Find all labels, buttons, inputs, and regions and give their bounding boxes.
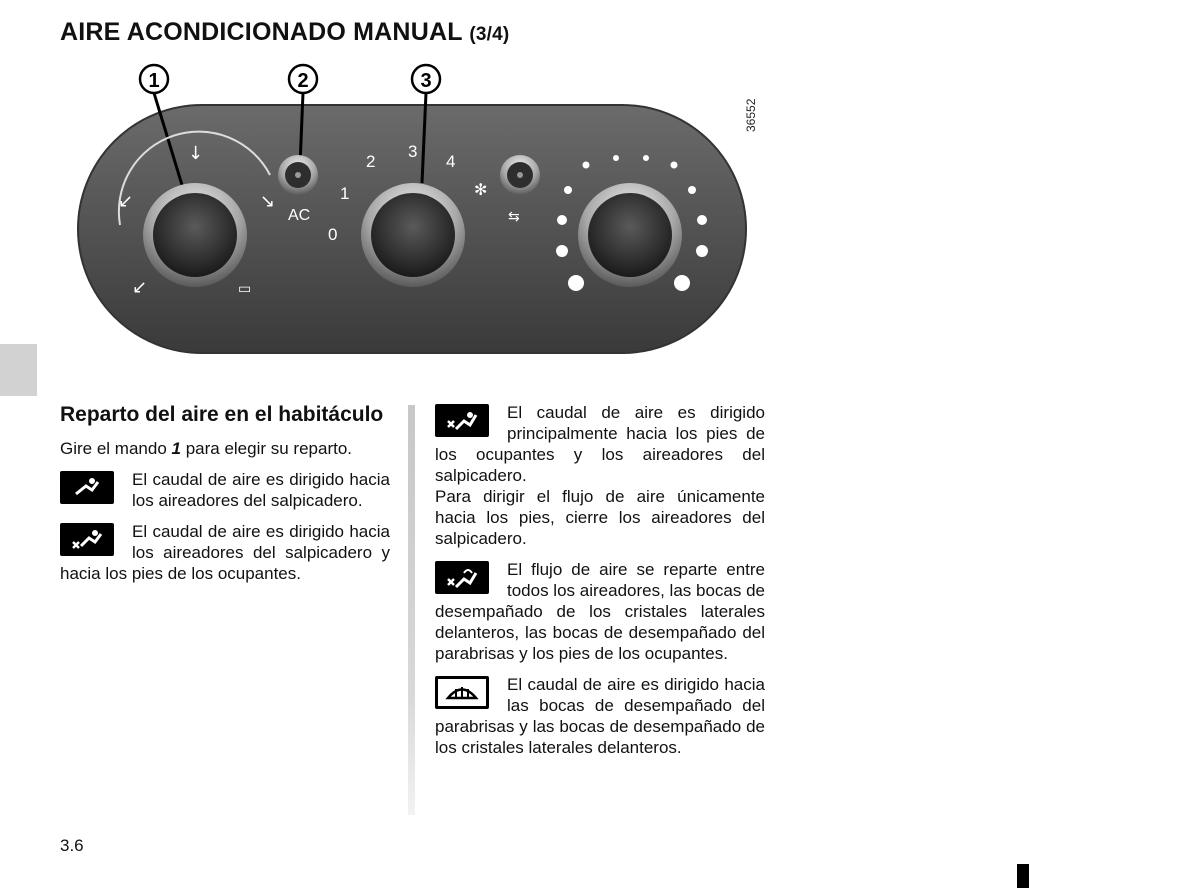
list-item: El caudal de aire es dirigido hacia las bocas de desempañado del parabrisas y las bocas de desempañado de los cristales laterales delanteros.: [435, 675, 765, 757]
callout-1-label: 1: [148, 70, 160, 92]
fan-speed-0: 0: [328, 225, 338, 244]
fan-speed-2: 2: [366, 152, 376, 171]
callout-3-label: 3: [420, 70, 432, 92]
fan-speed-1: 1: [340, 184, 350, 203]
ac-label: AC: [288, 207, 311, 224]
knob-reference: 1: [171, 439, 181, 458]
fan-speed-3: 3: [408, 142, 418, 161]
right-column: [435, 402, 765, 768]
column-divider: [408, 405, 415, 815]
callout-2-label: 2: [297, 70, 309, 92]
svg-text:↙: ↙: [118, 191, 134, 212]
dashboard-vents-icon: [60, 471, 114, 504]
all-vents-icon: [435, 561, 489, 594]
dashboard-and-feet-icon: [60, 523, 114, 556]
chapter-tab: [0, 344, 37, 396]
list-item: El caudal de aire es dirigido principalmente hacia los pies de los ocupantes y los aireadores del salpicadero.: [435, 403, 765, 485]
title-text: AIRE ACONDICIONADO MANUAL: [60, 18, 463, 46]
note-paragraph: Para dirigir el flujo de aire únicamente hacia los pies, cierre los aireadores del salpicadero.: [435, 487, 765, 548]
svg-text:⇆: ⇆: [508, 209, 520, 225]
figure-reference: 36552: [744, 98, 758, 132]
fan-speed-4: 4: [446, 152, 456, 171]
list-item: El caudal de aire es dirigido hacia los aireadores del salpicadero y hacia los pies de los ocupantes.: [60, 522, 390, 583]
left-column: [60, 402, 390, 594]
svg-text:✻: ✻: [474, 180, 488, 199]
page-title: [60, 18, 509, 47]
section-heading: Reparto del aire en el habitáculo: [60, 403, 384, 426]
control-panel-illustration: [70, 55, 770, 375]
svg-text:↓: ↓: [188, 143, 204, 164]
section-intro: Gire el mando 1 para elegir su reparto.: [60, 439, 353, 458]
svg-text:↘: ↘: [260, 191, 276, 212]
page-edge-marker: [1017, 864, 1029, 888]
page-number: 3.6: [60, 836, 84, 855]
list-item: El flujo de aire se reparte entre todos los aireadores, las bocas de desempañado de los cristales laterales delanteros, las bocas de desempañado del parabrisas y los pies de los ocupantes.: [435, 560, 765, 663]
feet-and-dashboard-icon: [435, 404, 489, 437]
svg-text:▭: ▭: [238, 281, 252, 297]
list-item: El caudal de aire es dirigido hacia los aireadores del salpicadero.: [60, 469, 390, 511]
svg-text:↙: ↙: [132, 277, 148, 298]
title-suffix: (3/4): [469, 24, 510, 45]
windscreen-defrost-icon: [435, 676, 489, 709]
